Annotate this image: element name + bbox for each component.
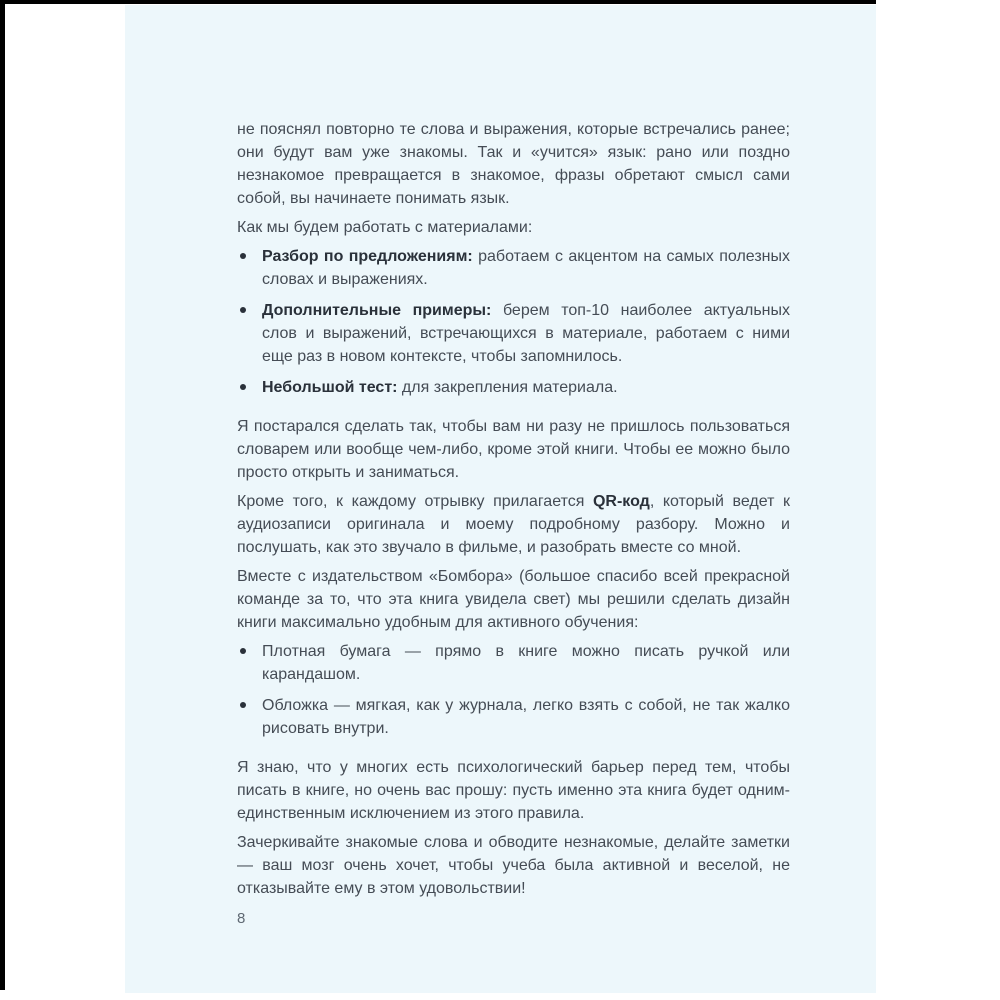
scan-edge-left-bar [0,0,5,990]
bullet-icon [240,253,246,259]
bullet-icon [240,702,246,708]
paragraph-language-learning: не пояснял повторно те слова и выражения, которые встречались ранее; они будут вам уже знакомы. Так и «учится» язык: рано или поздно незнакомое превращается в знакомое, фразы обретают смысл сами собой, вы начинаете понимать язык. [237,121,790,207]
list-item-text: Плотная бумага — прямо в книге можно писать ручкой или карандашом. [262,643,790,683]
bullet-icon [240,648,246,654]
list-item-body [262,299,790,368]
list-item-text: для закрепления материала. [397,379,618,396]
list-intro-line: Как мы будем работать с материалами: [237,219,533,236]
paragraph-psychological-barrier: Я знаю, что у многих есть психологический барьер перед тем, чтобы писать в книге, но очень вас прошу: пусть именно эта книга будет одним-единственным исключением из этого правила. [237,759,790,822]
list-item-soft-cover [237,694,790,740]
design-list [237,640,790,740]
scan-edge-top-bar [0,0,876,4]
page-number: 8 [237,910,246,927]
paragraph-make-notes: Зачеркивайте знакомые слова и обводите незнакомые, делайте заметки — ваш мозг очень хочет, чтобы учеба была активной и веселой, не отказывайте ему в этом удовольствии! [237,834,790,897]
list-item-body [262,245,790,291]
list-item-lead: Разбор по предложениям: [262,248,473,265]
list-item-small-test [237,376,790,399]
list-item-extra-examples [237,299,790,368]
list-item-lead: Небольшой тест: [262,379,398,396]
bullet-icon [240,384,246,390]
qr-code-bold-term: QR-код [592,493,650,510]
list-item-text: работаем с акцентом на самых полезных словах и выражениях. [262,248,791,288]
qr-paragraph-text-end: , который ведет к аудиозаписи оригинала и моему подробному разбору. Можно и послушать, как это звучало в фильме, и разобрать вместе со мной. [237,493,790,556]
list-item-body [262,376,790,399]
list-item-sentence-parsing [237,245,790,291]
book-page [125,5,876,993]
bullet-icon [240,307,246,313]
paragraph-qr-code [237,490,790,559]
method-list [237,245,790,399]
qr-paragraph-text-start: Кроме того, к каждому отрывку прилагается [237,493,593,510]
paragraph-publisher: Вместе с издательством «Бомбора» (большое спасибо всей прекрасной команде за то, что эта книга увидела свет) мы решили сделать дизайн книги максимально удобным для активного обучения: [237,568,790,631]
list-item-text: Обложка — мягкая, как у журнала, легко взять с собой, не так жалко рисовать внутри. [262,697,790,737]
list-item-lead: Дополнительные примеры: [262,302,492,319]
list-item-thick-paper [237,640,790,686]
page-text-column [237,118,790,906]
paragraph-no-dictionary: Я постарался сделать так, чтобы вам ни разу не пришлось пользоваться словарем или вообще чем-либо, кроме этой книги. Чтобы ее можно было просто открыть и заниматься. [237,418,790,481]
list-item-text: берем топ-10 наиболее актуальных слов и выражений, встречающихся в материале, работаем с ними еще раз в новом контексте, чтобы запомнилось. [262,302,790,365]
